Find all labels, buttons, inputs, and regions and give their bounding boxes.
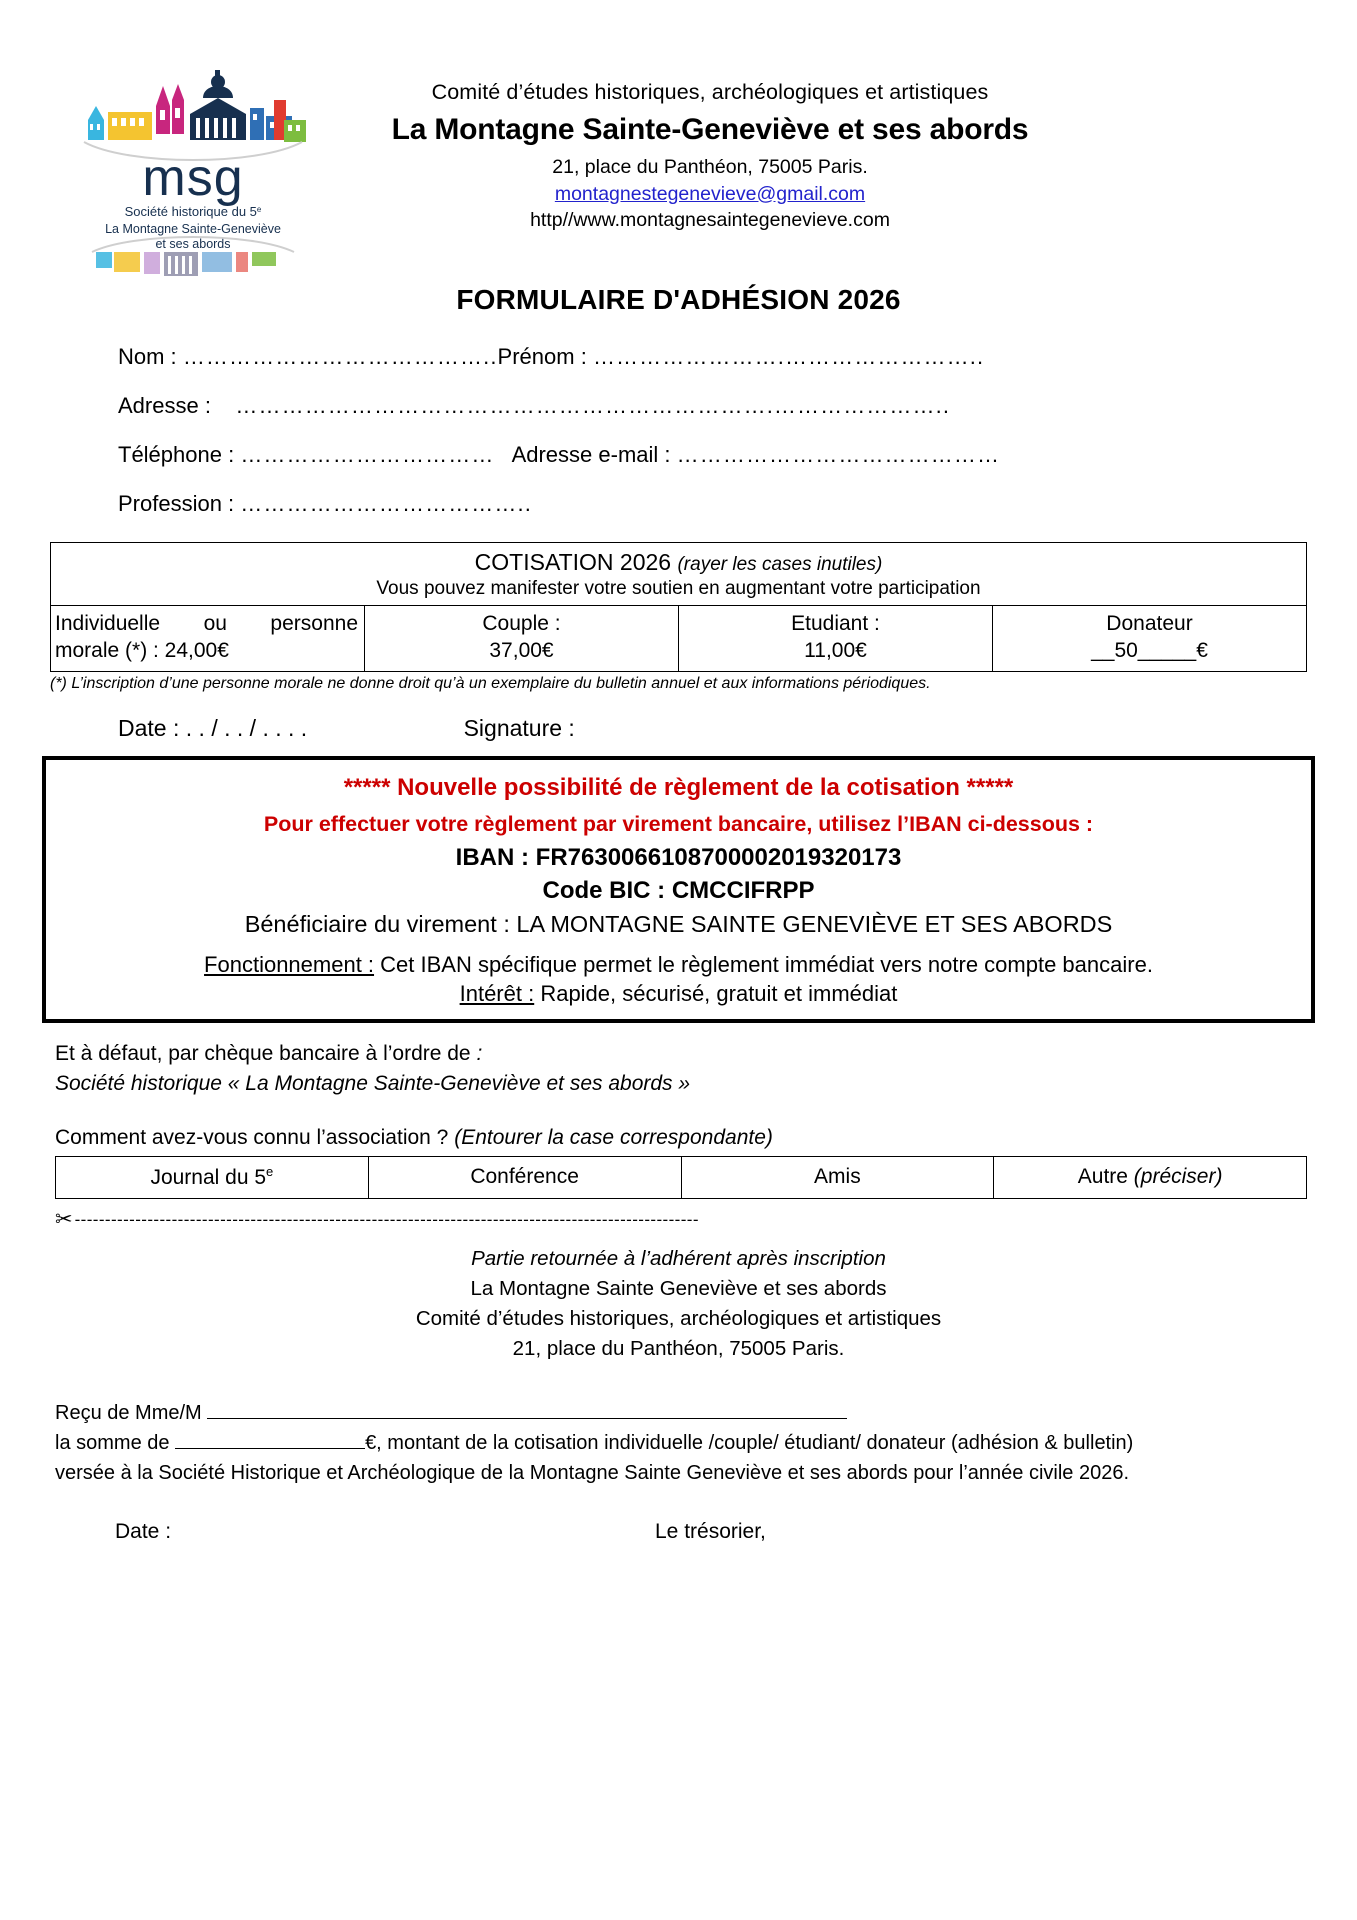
interest-text: Rapide, sécurisé, gratuit et immédiat xyxy=(534,980,898,1006)
functioning-label: Fonctionnement : xyxy=(204,951,375,977)
label-profession: Profession : xyxy=(118,491,235,516)
label-adresse: Adresse : xyxy=(118,393,211,418)
page-title: FORMULAIRE D'ADHÉSION 2026 xyxy=(456,284,901,315)
svg-text:Société historique du 5e: Société historique du 5e xyxy=(124,204,262,219)
label-nom: Nom : xyxy=(118,344,177,369)
rate-cell-couple[interactable] xyxy=(365,606,679,672)
field-row-adresse xyxy=(118,395,1307,417)
iban-value[interactable]: FR7630066108700002019320173 xyxy=(535,843,902,871)
receipt-somme-rest: €, montant de la cotisation individuelle /couple/ étudiant/ donateur (adhésion & bulletin) xyxy=(365,1432,1134,1455)
interest-label: Intérêt : xyxy=(459,980,535,1006)
source-option-autre-hint: (préciser) xyxy=(1133,1165,1223,1189)
cotisation-subheading: Vous pouvez manifester votre soutien en augmentant votre participation xyxy=(376,578,981,599)
receipt-heading-line-1: La Montagne Sainte Geneviève et ses abords xyxy=(470,1277,887,1301)
source-option-amis[interactable] xyxy=(681,1157,994,1199)
receipt-recu-line xyxy=(55,1398,1302,1428)
source-table-wrap xyxy=(55,1156,1307,1199)
cotisation-header-cell xyxy=(51,543,1307,606)
date-signature-row xyxy=(118,715,1357,742)
receipt-somme-input[interactable] xyxy=(175,1429,365,1449)
source-option-autre-label: Autre xyxy=(1077,1165,1134,1189)
interest-line xyxy=(56,981,1301,1007)
beneficiary-line xyxy=(56,911,1301,938)
input-adresse[interactable]: …………………………………………………………….………………….. xyxy=(235,393,951,418)
bic-line xyxy=(56,877,1301,905)
receipt-footer xyxy=(115,1520,1302,1544)
org-title: La Montagne Sainte-Geneviève et ses abords xyxy=(391,113,1029,147)
input-prenom[interactable]: …………………….…………………….. xyxy=(592,344,985,369)
rate-cell-donateur[interactable] xyxy=(993,606,1307,672)
receipt-treasurer-label: Le trésorier, xyxy=(655,1520,766,1544)
receipt-header xyxy=(0,1244,1357,1364)
rate-amount-donateur[interactable]: __50_____€ xyxy=(1091,638,1208,662)
source-option-conference-label: Conférence xyxy=(470,1165,579,1189)
input-nom[interactable]: ………………………………….. xyxy=(182,344,498,369)
cheque-text: Et à défaut, par chèque bancaire à l’ordre de xyxy=(55,1041,477,1065)
receipt-somme-line xyxy=(55,1428,1302,1458)
field-row-profession xyxy=(118,493,1307,515)
cotisation-table xyxy=(50,542,1307,672)
organization-block xyxy=(330,78,1090,233)
field-row-nom xyxy=(118,346,1307,368)
receipt-heading-line-2: Comité d’études historiques, archéologiques et artistiques xyxy=(415,1307,942,1331)
cheque-note xyxy=(55,1039,1357,1099)
cotisation-heading: COTISATION 2026 xyxy=(474,549,672,575)
iban-banner-title: ***** Nouvelle possibilité de règlement de la cotisation ***** xyxy=(343,773,1014,801)
receipt-date-label[interactable]: Date : xyxy=(115,1520,172,1544)
org-address: 21, place du Panthéon, 75005 Paris. xyxy=(552,156,868,179)
bic-label: Code BIC : xyxy=(542,876,672,904)
rate-label-etudiant: Etudiant : xyxy=(791,612,880,635)
iban-line xyxy=(56,844,1301,872)
label-telephone: Téléphone : xyxy=(118,442,235,467)
cotisation-heading-note: (rayer les cases inutiles) xyxy=(677,554,883,575)
source-question xyxy=(55,1126,1357,1150)
scissors-icon: ✂ xyxy=(55,1208,73,1232)
input-telephone[interactable]: …………………………… xyxy=(240,442,495,467)
receipt-recu-label: Reçu de Mme/M xyxy=(55,1402,208,1425)
org-website[interactable]: http//www.montagnesaintegenevieve.com xyxy=(530,209,890,231)
cheque-line-2: Société historique « La Montagne Sainte-Geneviève et ses abords » xyxy=(55,1071,691,1095)
receipt-heading-italic: Partie retournée à l’adhérent après inscription xyxy=(471,1247,886,1271)
receipt-versee-line: versée à la Société Historique et Archéologique de la Montagne Sainte Geneviève et ses abords pour l’année civile 2026. xyxy=(55,1462,1130,1485)
source-option-journal[interactable] xyxy=(56,1157,369,1199)
signature-label: Signature : xyxy=(463,714,575,741)
label-email: Adresse e-mail : xyxy=(511,442,671,467)
input-profession[interactable]: ……………………………….. xyxy=(240,491,532,516)
iban-banner-subtitle: Pour effectuer votre règlement par virement bancaire, utilisez l’IBAN ci-dessous : xyxy=(263,811,1094,836)
iban-label: IBAN : xyxy=(455,843,536,871)
rate-label-individuelle-2: morale (*) : 24,00€ xyxy=(55,638,229,662)
bic-value[interactable]: CMCCIFRPP xyxy=(671,876,815,904)
svg-text:et ses abords: et ses abords xyxy=(155,237,231,251)
cut-here-line xyxy=(55,1207,1357,1232)
rate-label-individuelle-1: Individuelle ou personne xyxy=(55,612,358,635)
svg-text:msg: msg xyxy=(142,149,244,207)
cotisation-section xyxy=(50,542,1307,693)
svg-text:La Montagne Sainte-Geneviève: La Montagne Sainte-Geneviève xyxy=(105,222,281,236)
source-option-conference[interactable] xyxy=(368,1157,681,1199)
document-header xyxy=(0,0,1357,270)
rate-cell-etudiant[interactable] xyxy=(679,606,993,672)
source-question-hint: (Entourer la case correspondante) xyxy=(454,1126,773,1150)
receipt-recu-input[interactable] xyxy=(207,1399,847,1419)
source-table xyxy=(55,1156,1307,1199)
msg-logo-icon xyxy=(78,62,308,277)
receipt-body xyxy=(55,1398,1302,1488)
source-option-journal-sup: e xyxy=(266,1164,274,1180)
applicant-fields xyxy=(0,346,1357,515)
org-subtitle: Comité d’études historiques, archéologiques et artistiques xyxy=(431,80,989,104)
cotisation-footnote: (*) L’inscription d’une personne morale ne donne droit qu’à un exemplaire du bulletin annuel et aux informations périodiques. xyxy=(50,674,931,692)
input-email[interactable]: …………………………………… xyxy=(676,442,1001,467)
cotisation-rates-row xyxy=(51,606,1307,672)
source-option-journal-label: Journal du 5 xyxy=(150,1166,267,1190)
cut-dashes: ------------------------------------------------------------------------------------------------------- xyxy=(74,1209,699,1229)
rate-cell-individuelle[interactable] xyxy=(51,606,365,672)
cotisation-heading-line xyxy=(55,549,1302,576)
rate-amount-couple: 37,00€ xyxy=(489,638,554,662)
rate-label-couple: Couple : xyxy=(482,612,561,635)
source-option-autre[interactable] xyxy=(994,1157,1307,1199)
functioning-text: Cet IBAN spécifique permet le règlement immédiat vers notre compte bancaire. xyxy=(374,951,1153,977)
beneficiary-value: LA MONTAGNE SAINTE GENEVIÈVE ET SES ABORDS xyxy=(516,910,1113,937)
receipt-somme-label: la somme de xyxy=(55,1432,176,1455)
rate-amount-etudiant: 11,00€ xyxy=(804,638,867,662)
source-options-row xyxy=(56,1157,1307,1199)
org-email-link[interactable]: montagnestegenevieve@gmail.com xyxy=(554,182,866,205)
cheque-colon: : xyxy=(476,1041,483,1065)
beneficiary-label: Bénéficiaire du virement : xyxy=(244,910,517,937)
functioning-line xyxy=(56,952,1301,978)
label-prenom: Prénom : xyxy=(497,344,587,369)
cheque-line-1 xyxy=(55,1039,1357,1069)
source-question-text: Comment avez-vous connu l’association ? xyxy=(55,1126,455,1150)
date-label: Date : xyxy=(118,714,180,741)
rate-label-donateur: Donateur xyxy=(1106,612,1193,635)
field-row-telephone xyxy=(118,444,1307,466)
date-input[interactable]: . . / . . / . . . . xyxy=(185,714,308,741)
iban-callout-box xyxy=(42,756,1315,1023)
receipt-heading-line-3: 21, place du Panthéon, 75005 Paris. xyxy=(512,1337,845,1361)
cotisation-header-row xyxy=(51,543,1307,606)
source-option-amis-label: Amis xyxy=(814,1165,861,1189)
